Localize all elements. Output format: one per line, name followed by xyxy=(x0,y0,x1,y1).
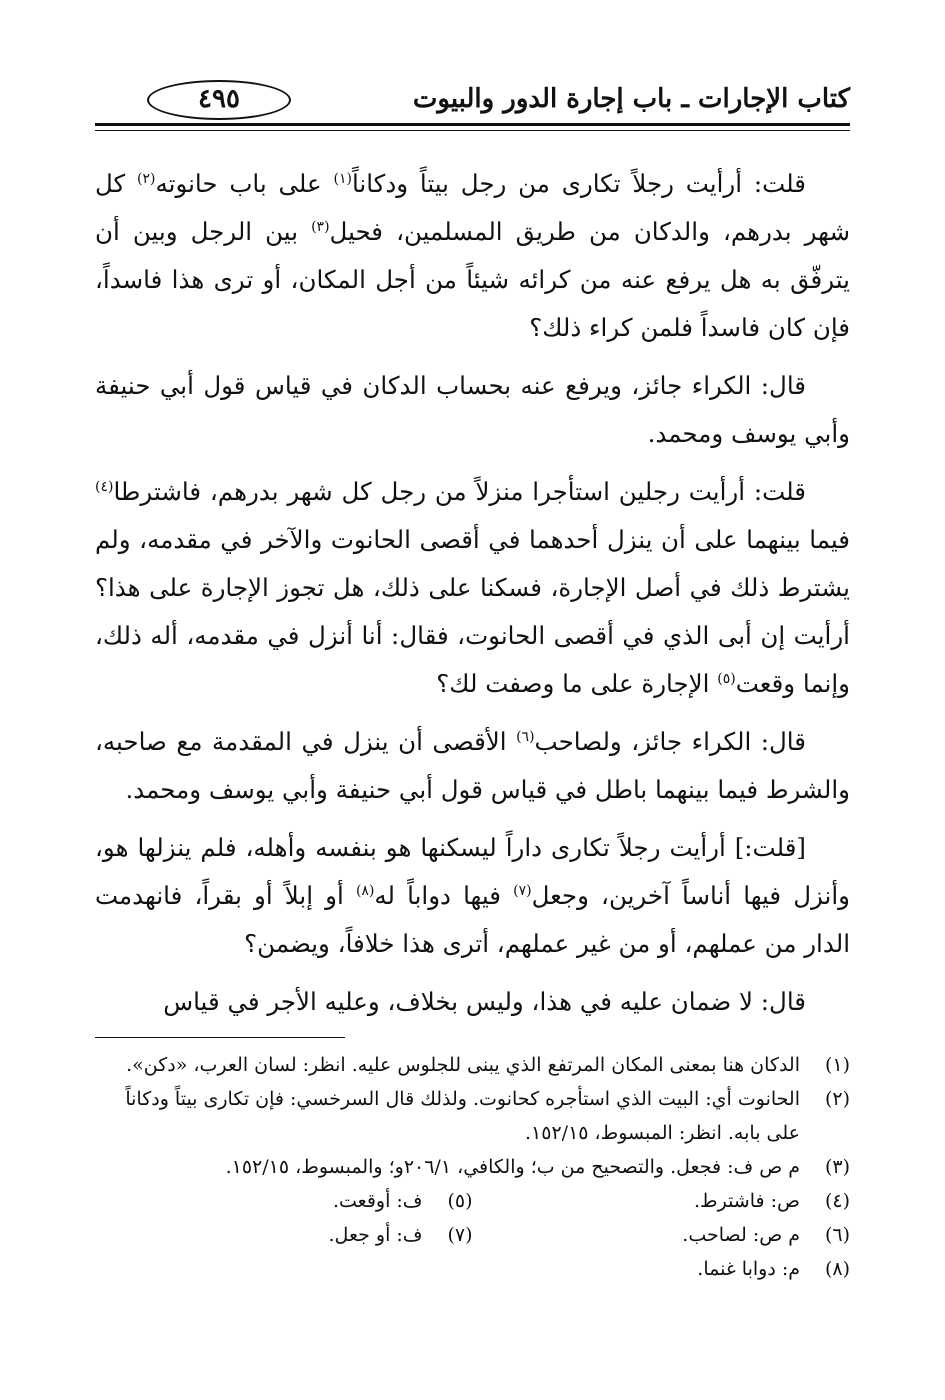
chapter-title: كتاب الإجارات ـ باب إجارة الدور والبيوت xyxy=(412,84,850,114)
footnote-ref-2[interactable]: (٢) xyxy=(137,170,156,187)
footnote-8: (٨) م: دوابا غنما. xyxy=(697,1258,850,1280)
header-rule-thick xyxy=(95,123,850,126)
paragraph-answer-1: قال: الكراء جائز، ويرفع عنه بحساب الدكان في قياس قول أبي حنيفة وأبي يوسف ومحمد. xyxy=(95,371,850,448)
footnote-ref-1[interactable]: (١) xyxy=(333,170,352,187)
footnote-ref-3[interactable]: (٣) xyxy=(311,218,330,235)
footnote-ref-7[interactable]: (٧) xyxy=(513,882,532,899)
footnote-ref-5[interactable]: (٥) xyxy=(717,670,736,687)
footnote-ref-8[interactable]: (٨) xyxy=(355,882,375,899)
paragraph-answer-2: قال: الكراء جائز، ولصاحب$^{(٦)}$ الأقصى أن ينزل في المقدمة مع صاحبه، والشرط فيما بينهما باطل في قياس قول أبي حنيفة وأبي يوسف ومحمد. xyxy=(95,727,850,804)
footnote-4: (٤) ص: فاشترط. xyxy=(693,1190,850,1212)
footnote-row-6-7 xyxy=(95,1218,850,1252)
footnote-7: (٧) ف: أو جعل. xyxy=(328,1224,473,1246)
footnote-5: (٥) ف: أوقعت. xyxy=(332,1190,473,1212)
paragraph-question-1: قلت: أرأيت رجلاً تكارى من رجل بيتاً ودكاناً$^{(١)}$ على باب حانوته$^{(٢)}$ كل شهر بدرهم، والدكان من طريق المسلمين، فحيل$^{(٣)}$ بين الرجل وبين أن يترفّق به هل يرفع عنه من كرائه شيئاً من أجل المكان، أو ترى هذا فاسداً، فإن كان فاسداً فلمن كراء ذلك؟ xyxy=(95,169,850,342)
footnote-row-4-5 xyxy=(95,1184,850,1218)
main-text xyxy=(95,160,850,1036)
footnote-2: (٢) الحانوت أي: البيت الذي استأجره كحانوت. ولذلك قال السرخسي: فإن تكارى بيتاً ودكاناً على بابه. انظر: المبسوط، ١٥٢/١٥. xyxy=(125,1088,850,1144)
footnote-separator xyxy=(95,1037,345,1038)
paragraph-question-3: [قلت:] أرأيت رجلاً تكارى داراً ليسكنها هو بنفسه وأهله، فلم ينزلها هو، وأنزل فيها أناساً آخرين، وجعل$^{(٧)}$ فيها دواباً له$^{(٨)}$ أو إبلاً أو بقراً، فانهدمت الدار من عملهم، أو من غير عملهم، أترى هذا خلافاً، ويضمن؟ xyxy=(95,833,850,958)
running-header xyxy=(95,82,850,122)
footnote-ref-4[interactable]: (٤) xyxy=(95,478,114,495)
footnotes xyxy=(95,1048,850,1286)
footnote-3: (٣) م ص ف: فجعل. والتصحيح من ب؛ والكافي، ٢٠٦/١و؛ والمبسوط، ١٥٢/١٥. xyxy=(225,1156,850,1178)
footnote-6: (٦) م ص: لصاحب. xyxy=(682,1224,850,1246)
footnote-ref-6[interactable]: (٦) xyxy=(516,728,535,745)
paragraph-question-2: قلت: أرأيت رجلين استأجرا منزلاً من رجل كل شهر بدرهم، فاشترطا$^{(٤)}$ فيما بينهما على أن ينزل أحدهما في أقصى الحانوت والآخر في مقدمه، ولم يشترط ذلك في أصل الإجارة، فسكنا على ذلك، هل تجوز الإجارة على هذا؟ أرأيت إن أبى الذي في أقصى الحانوت، فقال: أنا أنزل في مقدمه، أله ذلك، وإنما وقعت$^{(٥)}$ الإجارة على ما وصفت لك؟ xyxy=(95,477,850,698)
paragraph-answer-3: قال: لا ضمان عليه في هذا، وليس بخلاف، وعليه الأجر في قياس xyxy=(163,987,806,1016)
footnote-1: (١) الدكان هنا بمعنى المكان المرتفع الذي يبنى للجلوس عليه. انظر: لسان العرب، «دكن». xyxy=(126,1054,850,1076)
header-rule-thin xyxy=(95,130,850,131)
page-number: ٤٩٥ xyxy=(147,80,291,120)
